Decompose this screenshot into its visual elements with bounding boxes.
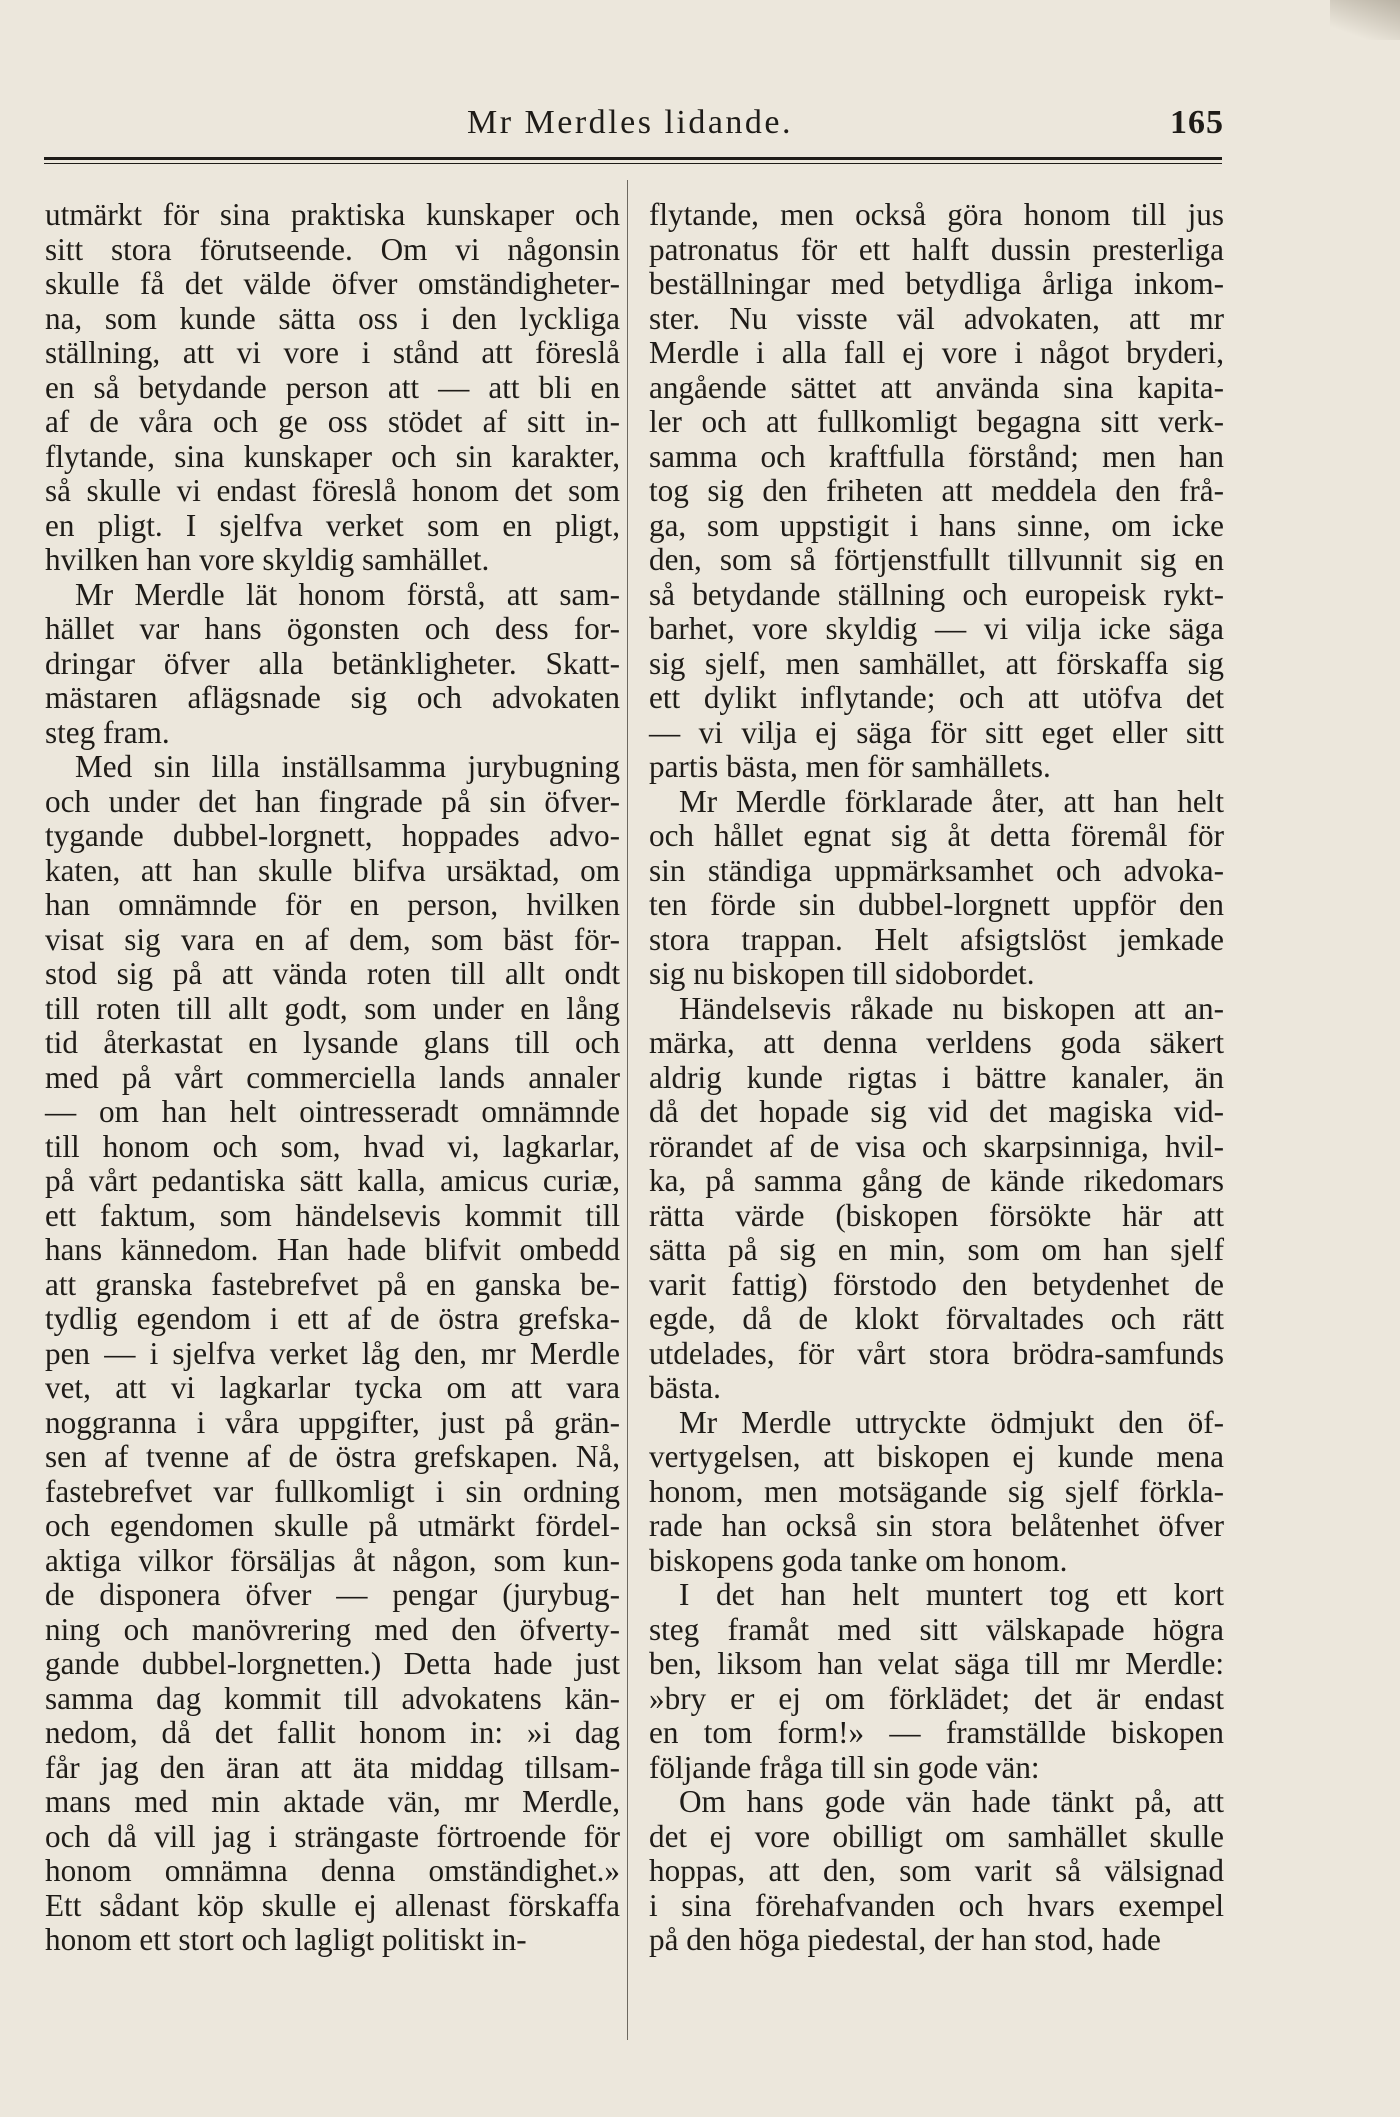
text-line: ben, liksom han velat säga till mr Merdle: (649, 1646, 1224, 1681)
text-line: honom ett stort och lagligt politiskt in- (45, 1922, 527, 1957)
text-line: mästaren aflägsnade sig och advokaten (45, 680, 620, 715)
text-line: flytande, sina kunskaper och sin karakter, (45, 438, 620, 474)
text-line: och under det han fingrade på sin öfver- (45, 783, 620, 819)
text-line: i sina förehafvanden och hvars exempel (649, 1887, 1224, 1923)
text-line: ten förde sin dubbel-lorgnett uppför den (649, 887, 1224, 922)
text-line: ler och att fullkomligt begagna sitt verk- (649, 404, 1224, 439)
text-line: samma och kraftfulla förstånd; men han (649, 438, 1224, 474)
text-line: tygande dubbel-lorgnett, hoppades advo- (45, 818, 620, 853)
text-line: nedom, då det fallit honom in: »i dag (45, 1715, 620, 1750)
text-line: med på vårt commerciella lands annaler (45, 1059, 620, 1095)
page-corner-smudge (1330, 0, 1400, 40)
text-line: ga, som uppstigit i hans sinne, om icke (649, 507, 1224, 543)
header-rule-thick (44, 157, 1222, 160)
text-line: till roten till allt godt, som under en lång (45, 990, 620, 1026)
text-line: tydlig egendom i ett af de östra grefska- (45, 1301, 620, 1336)
text-line: flytande, men också göra honom till jus (649, 197, 1224, 232)
text-line: en så betydande person att — att bli en (45, 369, 620, 405)
text-line: han omnämnde för en person, hvilken (45, 887, 620, 922)
text-line: varit fattig) förstodo den betydenhet de (649, 1266, 1224, 1302)
text-line: stora trappan. Helt afsigtslöst jemkade (649, 921, 1224, 957)
text-line: Händelsevis råkade nu biskopen att an- (679, 990, 1224, 1026)
text-line: följande fråga till sin gode vän: (649, 1749, 1040, 1785)
text-line: — om han helt ointresseradt omnämnde (45, 1094, 620, 1129)
text-line: mans med min aktade vän, mr Merdle, (45, 1784, 620, 1819)
text-line: sitt stora förutseende. Om vi någonsin (45, 231, 620, 267)
text-line: ett dylikt inflytande; och att utöfva det (649, 680, 1224, 715)
text-line: honom, men motsägande sig sjelf förkla- (649, 1473, 1224, 1509)
text-line: rörandet af de visa och skarpsinniga, hvil- (649, 1128, 1224, 1164)
text-line: rätta värde (biskopen försökte här att (649, 1197, 1224, 1233)
text-line: märka, att denna verldens goda säkert (649, 1025, 1224, 1060)
text-line: en tom form!» — framställde biskopen (649, 1715, 1224, 1750)
text-line: så betydande ställning och europeisk rykt- (649, 576, 1224, 612)
text-line: vertygelsen, att biskopen ej kunde mena (649, 1439, 1224, 1474)
text-line: I det han helt muntert tog ett kort (679, 1577, 1224, 1612)
text-line: utmärkt för sina praktiska kunskaper och (45, 197, 620, 232)
text-line: tog sig den friheten att meddela den frå- (649, 473, 1224, 508)
text-line: och egendomen skulle på utmärkt fördel- (45, 1508, 620, 1543)
text-line: tid återkastat en lysande glans till och (45, 1025, 620, 1060)
text-line: steg framåt med sitt välskapade högra (649, 1611, 1224, 1647)
text-line: Med sin lilla inställsamma jurybugning (75, 749, 620, 784)
text-line: en pligt. I sjelfva verket som en pligt, (45, 507, 620, 543)
text-line: ett faktum, som händelsevis kommit till (45, 1197, 620, 1233)
text-line: biskopens goda tanke om honom. (649, 1542, 1068, 1578)
text-line: — vi vilja ej säga för sitt eget eller sitt (649, 714, 1224, 750)
text-line: hans kännedom. Han hade blifvit ombedd (45, 1232, 620, 1267)
text-line: och hållet egnat sig åt detta föremål för (649, 818, 1224, 853)
text-line: så skulle vi endast föreslå honom det som (45, 473, 620, 508)
text-line: katen, att han skulle blifva ursäktad, om (45, 852, 620, 888)
text-line: då det hopade sig vid det magiska vid- (649, 1094, 1224, 1129)
text-line: fastebrefvet var fullkomligt i sin ordning (45, 1473, 620, 1509)
text-line: den, som så förtjenstfullt tillvunnit sig en (649, 542, 1224, 577)
text-line: steg fram. (45, 714, 170, 750)
text-line: noggranna i våra uppgifter, just på grän- (45, 1404, 620, 1440)
text-line: hvilken han vore skyldig samhället. (45, 542, 490, 577)
header-rule-thin (44, 163, 1222, 164)
text-line: na, som kunde sätta oss i den lyckliga (45, 300, 620, 336)
text-line: sätta på sig en min, som om han sjelf (649, 1232, 1224, 1267)
text-line: pen — i sjelfva verket låg den, mr Merdle (45, 1335, 620, 1371)
text-line: att granska fastebrefvet på en ganska be- (45, 1266, 620, 1302)
text-line: hoppas, att den, som varit så välsignad (649, 1853, 1224, 1888)
text-line: patronatus för ett halft dussin presterliga (649, 231, 1224, 267)
text-line: Mr Merdle lät honom förstå, att sam- (75, 576, 620, 612)
text-line: sig sjelf, men samhället, att förskaffa sig (649, 645, 1224, 681)
text-line: sen af tvenne af de östra grefskapen. Nå, (45, 1439, 620, 1474)
page-header (40, 100, 1224, 148)
text-line: aldrig kunde rigtas i bättre kanaler, än (649, 1059, 1224, 1095)
text-line: angående sättet att använda sina kapita- (649, 369, 1224, 405)
text-line: honom omnämna denna omständighet.» (45, 1853, 620, 1888)
text-line: Om hans gode vän hade tänkt på, att (679, 1784, 1224, 1819)
text-line: stod sig på att vända roten till allt ondt (45, 956, 620, 991)
text-line: och då vill jag i strängaste förtroende för (45, 1818, 620, 1854)
text-line: Ett sådant köp skulle ej allenast förskaffa (45, 1887, 620, 1923)
text-line: till honom och som, hvad vi, lagkarlar, (45, 1128, 620, 1164)
text-line: af de våra och ge oss stödet af sitt in- (45, 404, 620, 439)
text-line: aktiga vilkor försäljas åt någon, som kun- (45, 1542, 620, 1578)
text-line: bästa. (649, 1370, 721, 1405)
text-line: dringar öfver alla betänkligheter. Skatt- (45, 645, 620, 681)
text-line: ställning, att vi vore i stånd att föreslå (45, 335, 620, 370)
text-line: ster. Nu visste väl advokaten, att mr (649, 300, 1224, 336)
text-line: barhet, vore skyldig — vi vilja icke säga (649, 611, 1224, 646)
text-line: Mr Merdle förklarade åter, att han helt (679, 783, 1224, 819)
text-line: gande dubbel-lorgnetten.) Detta hade just (45, 1646, 620, 1681)
text-line: på den höga piedestal, der han stod, hade (649, 1922, 1161, 1957)
text-line: utdelades, för vårt stora brödra-samfunds (649, 1335, 1224, 1371)
column-divider (627, 180, 628, 2040)
text-line: skulle få det välde öfver omständigheter- (45, 266, 620, 301)
running-title: Mr Merdles lidande. (466, 104, 794, 141)
right-column (649, 198, 1224, 1958)
text-line: beställningar med betydliga årliga inkom- (649, 266, 1224, 301)
left-column (45, 198, 620, 1958)
text-line: Merdle i alla fall ej vore i något bryderi, (649, 335, 1224, 370)
text-line: partis bästa, men för samhällets. (649, 749, 1051, 784)
text-line: vet, att vi lagkarlar tycka om att vara (45, 1370, 620, 1405)
text-line: sin ständiga uppmärksamhet och advoka- (649, 852, 1224, 888)
text-line: sig nu biskopen till sidobordet. (649, 956, 1035, 991)
page-number: 165 (1170, 104, 1224, 141)
text-line: får jag den äran att äta middag tillsam- (45, 1749, 620, 1785)
text-line: ka, på samma gång de kände rikedomars (649, 1163, 1224, 1198)
text-line: rade han också sin stora belåtenhet öfver (649, 1508, 1224, 1543)
text-line: hället var hans ögonsten och dess for- (45, 611, 620, 646)
text-line: samma dag kommit till advokatens kän- (45, 1680, 620, 1716)
text-line: de disponera öfver — pengar (jurybug- (45, 1577, 620, 1612)
text-line: på vårt pedantiska sätt kalla, amicus curiæ, (45, 1163, 620, 1198)
text-line: egde, då de klokt förvaltades och rätt (649, 1301, 1224, 1336)
text-line: ning och manövrering med den öfverty- (45, 1611, 620, 1647)
text-line: det ej vore obilligt om samhället skulle (649, 1818, 1224, 1854)
text-line: Mr Merdle uttryckte ödmjukt den öf- (679, 1404, 1224, 1440)
text-line: »bry er ej om förklädet; det är endast (649, 1680, 1224, 1716)
text-line: visat sig vara en af dem, som bäst för- (45, 921, 620, 957)
